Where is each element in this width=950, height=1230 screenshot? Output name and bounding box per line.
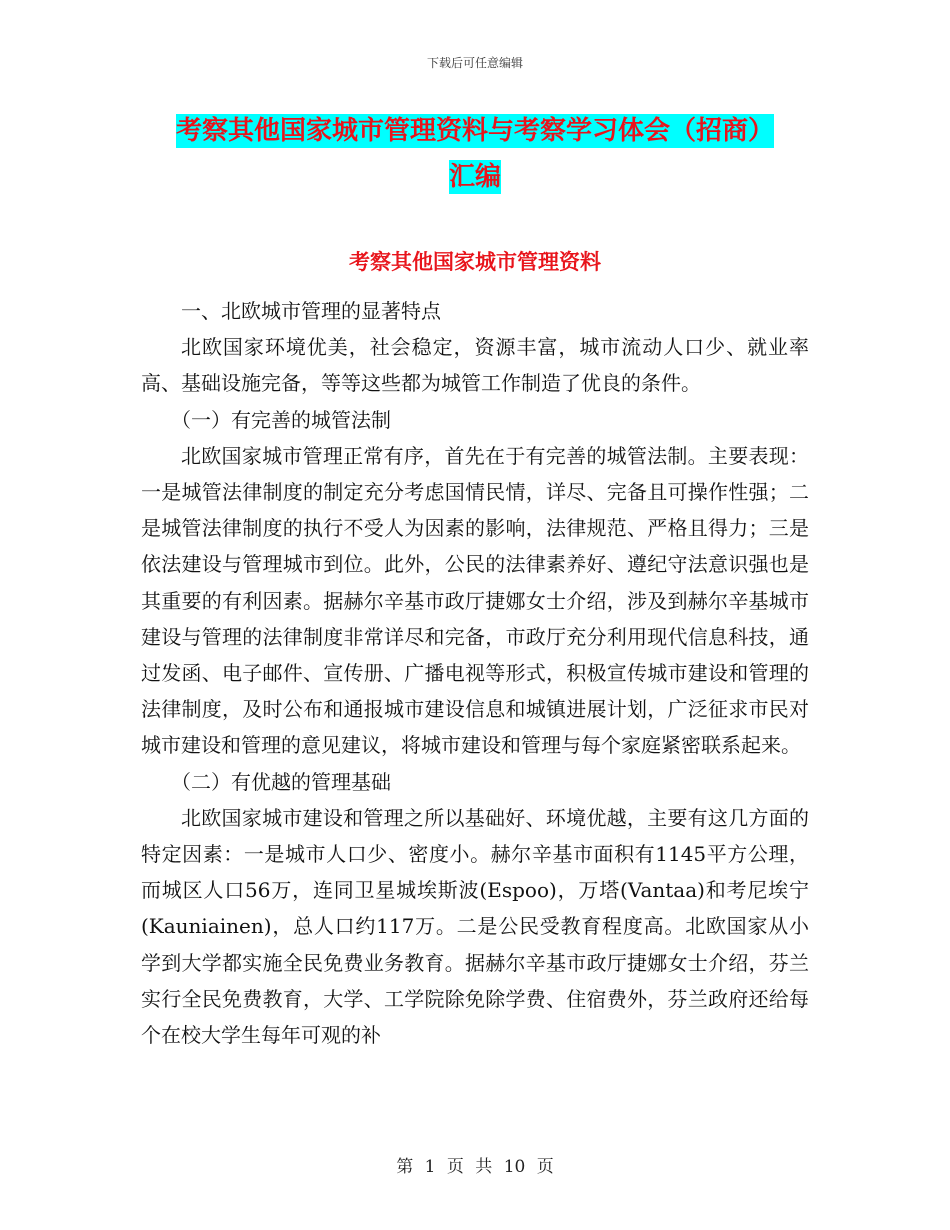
title-line-1: 考察其他国家城市管理资料与考察学习体会（招商） xyxy=(175,116,774,146)
document-body xyxy=(141,293,809,1053)
document-title xyxy=(0,108,950,200)
paragraph-legal-system: 北欧国家城市管理正常有序，首先在于有完善的城管法制。主要表现：一是城管法律制度的制定充分考虑国情民情，详尽、完备且可操作性强；二是城管法律制度的执行不受人为因素的影响，法律规范、严格且得力；三是依法建设与管理城市到位。此外，公民的法律素养好、遵纪守法意识强也是其重要的有利因素。据赫尔辛基市政厅捷娜女士介绍，涉及到赫尔辛基城市建设与管理的法律制度非常详尽和完备，市政厅充分利用现代信息科技，通过发函、电子邮件、宣传册、广播电视等形式，积极宣传城市建设和管理的法律制度，及时公布和通报城市建设信息和城镇进展计划，广泛征求市民对城市建设和管理的意见建议，将城市建设和管理与每个家庭紧密联系起来。 xyxy=(141,443,809,758)
heading-northern-europe: 一、北欧城市管理的显著特点 xyxy=(181,299,441,323)
subheading-management-base: （二）有优越的管理基础 xyxy=(171,769,391,794)
title-line-2: 汇编 xyxy=(448,162,501,192)
paragraph-management-base: 北欧国家城市建设和管理之所以基础好、环境优越，主要有这几方面的特定因素：一是城市人口少、密度小。赫尔辛基市面积有1145平方公理，而城区人口56万，连同卫星城埃斯波(Espoo)，万塔(Vantaa)和考尼埃宁(Kauniainen)，总人口约117万。二是公民受教育程度高。北欧国家从小学到大学都实施全民免费业务教育。据赫尔辛基市政厅捷娜女士介绍，芬兰实行全民免费教育，大学、工学院除免除学费、住宿费外，芬兰政府还给每个在校大学生每年可观的补 xyxy=(141,805,809,1048)
paragraph-intro: 北欧国家环境优美，社会稳定，资源丰富，城市流动人口少、就业率高、基础设施完备，等等这些都为城管工作制造了优良的条件。 xyxy=(141,335,809,396)
section-title: 考察其他国家城市管理资料 xyxy=(349,250,601,274)
header-note: 下载后可任意编辑 xyxy=(426,56,523,70)
page-number-footer: 第 1 页 共 10 页 xyxy=(396,1157,554,1177)
subheading-legal-system: （一）有完善的城管法制 xyxy=(171,407,391,432)
